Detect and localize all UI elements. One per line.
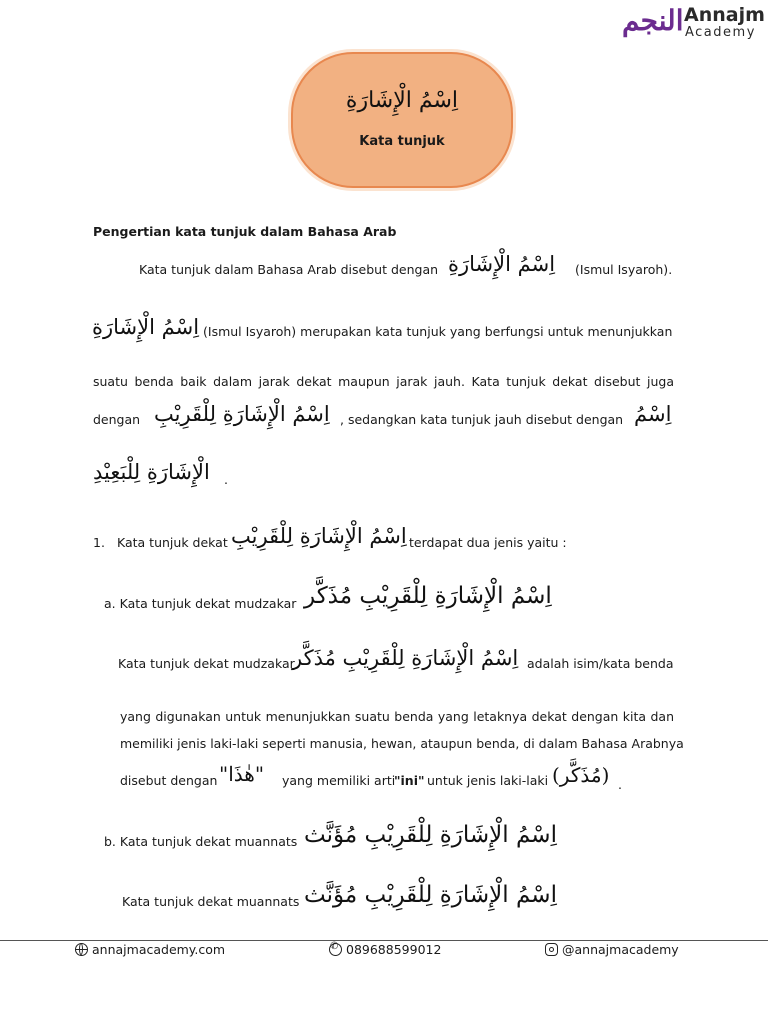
whatsapp-icon [329,943,342,956]
p2-line4-end: . [224,472,228,487]
para-a-line4-after: untuk jenis laki-laki [427,773,549,788]
para-a-line1-before: Kata tunjuk dekat mudzakar [118,656,295,671]
p2-line1-arabic: اِسْمُ الْإِشَارَةِ [92,315,200,339]
p2-line4-arabic: الْإِشَارَةِ لِلْبَعِيْدِ [93,460,210,484]
p1-after: (Ismul Isyaroh). [575,262,673,277]
para-a-line4-arabic: "هٰذَا" [219,762,265,786]
item-a-arabic: اِسْمُ الْإِشَارَةِ لِلْقَرِيْبِ مُذَكَّر [304,583,552,609]
para-a-line4-quote: "ini" [394,773,425,788]
item1-before: Kata tunjuk dekat [117,535,228,550]
para-a-line2: yang digunakan untuk menunjukkan suatu benda yang letaknya dekat dengan kita dan [120,709,674,724]
footer-phone[interactable] [329,942,441,957]
logo-name: Annajm [684,4,765,26]
logo-arabic: النجم [622,4,684,37]
para-a-line3: memiliki jenis laki-laki seperti manusia, hewan, ataupun benda, di dalam Bahasa Arabnya [120,736,684,751]
para-a-line4-middle: yang memiliki arti [282,773,396,788]
para-a-line1-arabic: اِسْمُ الْإِشَارَةِ لِلْقَرِيْبِ مُذَكَّر [292,646,519,670]
p2-line2: suatu benda baik dalam jarak dekat maupun jarak jauh. Kata tunjuk dekat disebut juga [93,374,674,389]
p1-arabic: اِسْمُ الْإِشَارَةِ [448,252,556,276]
title-arabic: اِسْمُ الْإِشَارَةِ [345,88,459,113]
item-a-label: a. Kata tunjuk dekat mudzakar [104,596,297,611]
logo-subtitle: Academy [685,25,756,40]
footer-website-text: annajmacademy.com [92,942,226,957]
section-heading: Pengertian kata tunjuk dalam Bahasa Arab [93,224,397,239]
title-subtitle: Kata tunjuk [359,134,445,149]
title-card [291,52,513,188]
instagram-icon [545,943,558,956]
globe-icon [75,943,88,956]
p2-line3-middle: , sedangkan kata tunjuk jauh disebut dengan [340,412,624,427]
para-a-line4-before: disebut dengan [120,773,218,788]
footer-instagram[interactable] [545,942,679,957]
para-a-line4-arabic-end: (مُذَكَّر) [552,763,610,787]
p2-line1-text: (Ismul Isyaroh) merupakan kata tunjuk yang berfungsi untuk menunjukkan [203,324,673,339]
p2-line3-arabic: اِسْمُ الْإِشَارَةِ لِلْقَرِيْبِ [154,402,330,426]
para-b-label: Kata tunjuk dekat muannats [122,894,300,909]
para-a-line4-end: . [618,777,622,792]
item1-after: terdapat dua jenis yaitu : [409,535,567,550]
p2-line3-before: dengan [93,412,141,427]
footer-divider [0,940,768,941]
p1-before: Kata tunjuk dalam Bahasa Arab disebut dengan [139,262,439,277]
item-b-arabic: اِسْمُ الْإِشَارَةِ لِلْقَرِيْبِ مُؤَنَّث [304,822,557,848]
item-b-label: b. Kata tunjuk dekat muannats [104,834,298,849]
footer-phone-text: 089688599012 [346,942,442,957]
footer-website[interactable] [75,942,225,957]
item1-number: 1. [93,535,105,550]
p2-line3-arabic-end: اِسْمُ [634,402,672,426]
para-b-arabic: اِسْمُ الْإِشَارَةِ لِلْقَرِيْبِ مُؤَنَّث [304,882,557,908]
para-a-line1-after: adalah isim/kata benda [527,656,674,671]
item1-arabic: اِسْمُ الْإِشَارَةِ لِلْقَرِيْبِ [231,524,407,548]
footer-instagram-text: @annajmacademy [562,942,679,957]
